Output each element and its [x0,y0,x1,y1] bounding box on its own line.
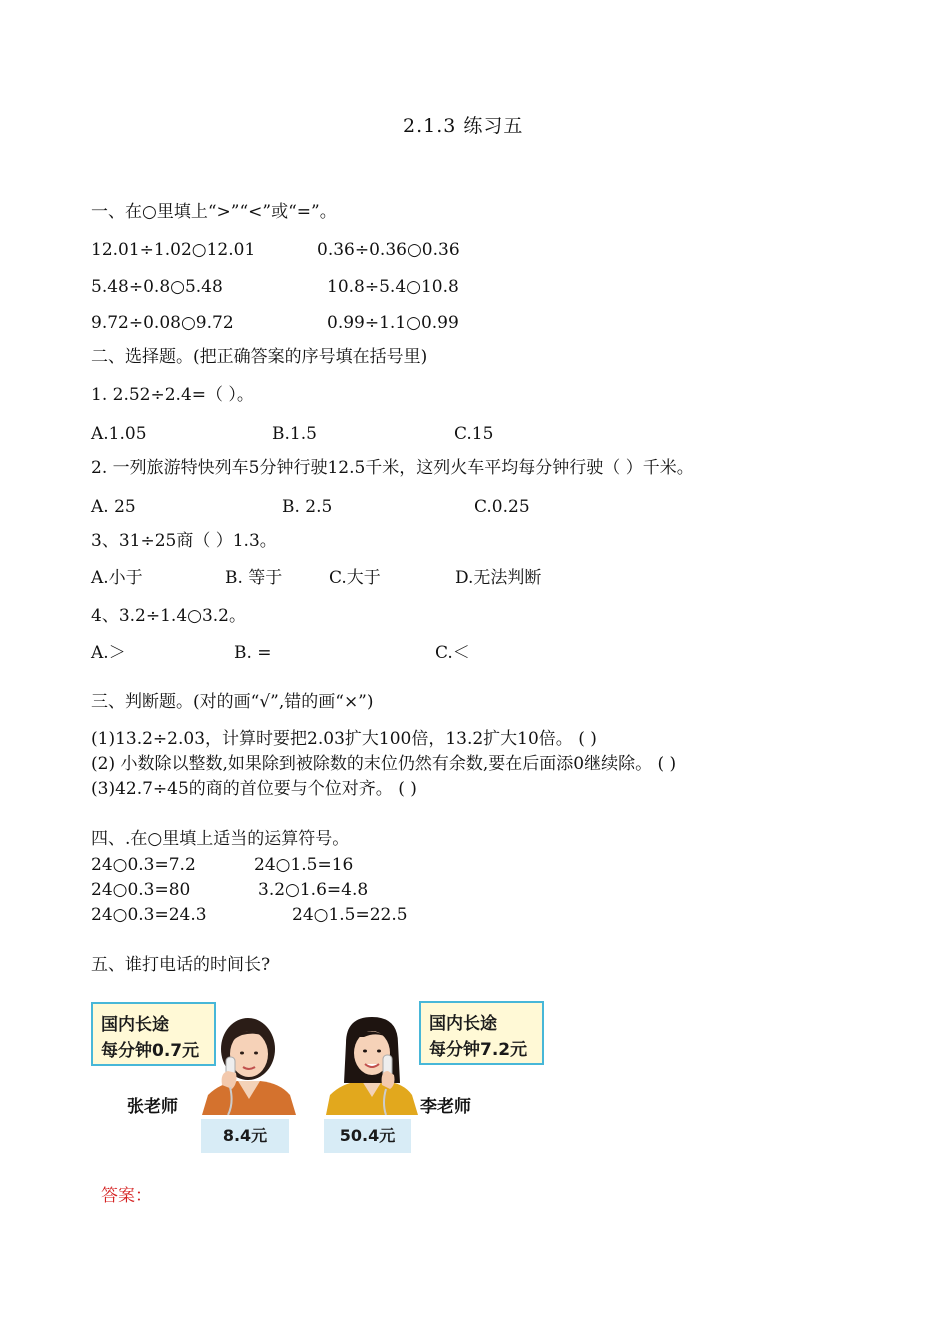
left-rate-line1: 国内长途 [101,1015,169,1035]
s3-item1: (1)13.2÷2.03，计算时要把2.03扩大100倍，13.2扩大10倍。 ( ) [91,729,597,749]
s1-row3-left: 9.72÷0.08○9.72 [91,313,234,333]
teacher-zhang-name: 张老师 [127,1097,178,1117]
right-rate-box [419,1001,544,1065]
s2-q4: 4、3.2÷1.4○3.2。 [91,606,247,626]
right-rate-line1: 国内长途 [429,1014,497,1034]
s1-row1-right: 0.36÷0.36○0.36 [317,240,460,260]
s4-row1-left: 24○0.3=7.2 [91,855,196,875]
s3-item3: (3)42.7÷45的商的首位要与个位对齐。 ( ) [91,779,417,799]
teacher-li-illustration [324,1013,422,1115]
s2-q4-opt-c: C.＜ [435,643,470,663]
s4-row3-right: 24○1.5=22.5 [292,905,408,925]
s4-row3-left: 24○0.3=24.3 [91,905,207,925]
left-rate-line2: 每分钟0.7元 [101,1041,200,1061]
s2-q3-opt-c: C.大于 [329,568,381,588]
s3-item2: (2) 小数除以整数,如果除到被除数的末位仍然有余数,要在后面添0继续除。 ( ) [91,754,677,774]
s2-q3: 3、31÷25商（ ）1.3。 [91,531,277,551]
answer-label: 答案： [101,1186,152,1206]
section5-heading: 五、谁打电话的时间长? [91,955,271,975]
s1-row3-right: 0.99÷1.1○0.99 [327,313,459,333]
s1-row2-left: 5.48÷0.8○5.48 [91,277,223,297]
s2-q1-opt-b: B.1.5 [272,424,317,444]
section4-heading: 四、.在○里填上适当的运算符号。 [91,829,350,849]
li-cost: 50.4元 [324,1119,411,1153]
s4-row1-right: 24○1.5=16 [254,855,354,875]
s2-q3-opt-d: D.无法判断 [455,568,542,588]
s2-q3-opt-b: B. 等于 [225,568,283,588]
s2-q3-opt-a: A.小于 [91,568,143,588]
s2-q2-opt-b: B. 2.5 [282,497,333,517]
section2-heading: 二、选择题。(把正确答案的序号填在括号里) [91,347,428,367]
s2-q2: 2. 一列旅游特快列车5分钟行驶12.5千米，这列火车平均每分钟行驶（ ）千米。 [91,458,694,478]
s1-row2-right: 10.8÷5.4○10.8 [327,277,459,297]
teacher-zhang-illustration [198,1013,300,1115]
s2-q1: 1. 2.52÷2.4=（ ）。 [91,385,254,405]
s4-row2-right: 3.2○1.6=4.8 [258,880,369,900]
s1-row1-left: 12.01÷1.02○12.01 [91,240,256,260]
page-title: 2.1.3 练习五 [403,115,524,137]
s2-q4-opt-a: A.＞ [91,643,126,663]
s2-q2-opt-c: C.0.25 [474,497,530,517]
teacher-li-name: 李老师 [420,1097,471,1117]
s2-q2-opt-a: A. 25 [91,497,136,517]
zhang-cost: 8.4元 [201,1119,289,1153]
right-rate-line2: 每分钟7.2元 [429,1040,528,1060]
s2-q1-opt-a: A.1.05 [91,424,147,444]
s4-row2-left: 24○0.3=80 [91,880,191,900]
section3-heading: 三、判断题。(对的画“√”,错的画“×”) [91,692,374,712]
s2-q1-opt-c: C.15 [454,424,494,444]
section1-heading: 一、在○里填上“>”“<”或“=”。 [91,202,337,222]
s2-q4-opt-b: B. = [234,643,272,663]
